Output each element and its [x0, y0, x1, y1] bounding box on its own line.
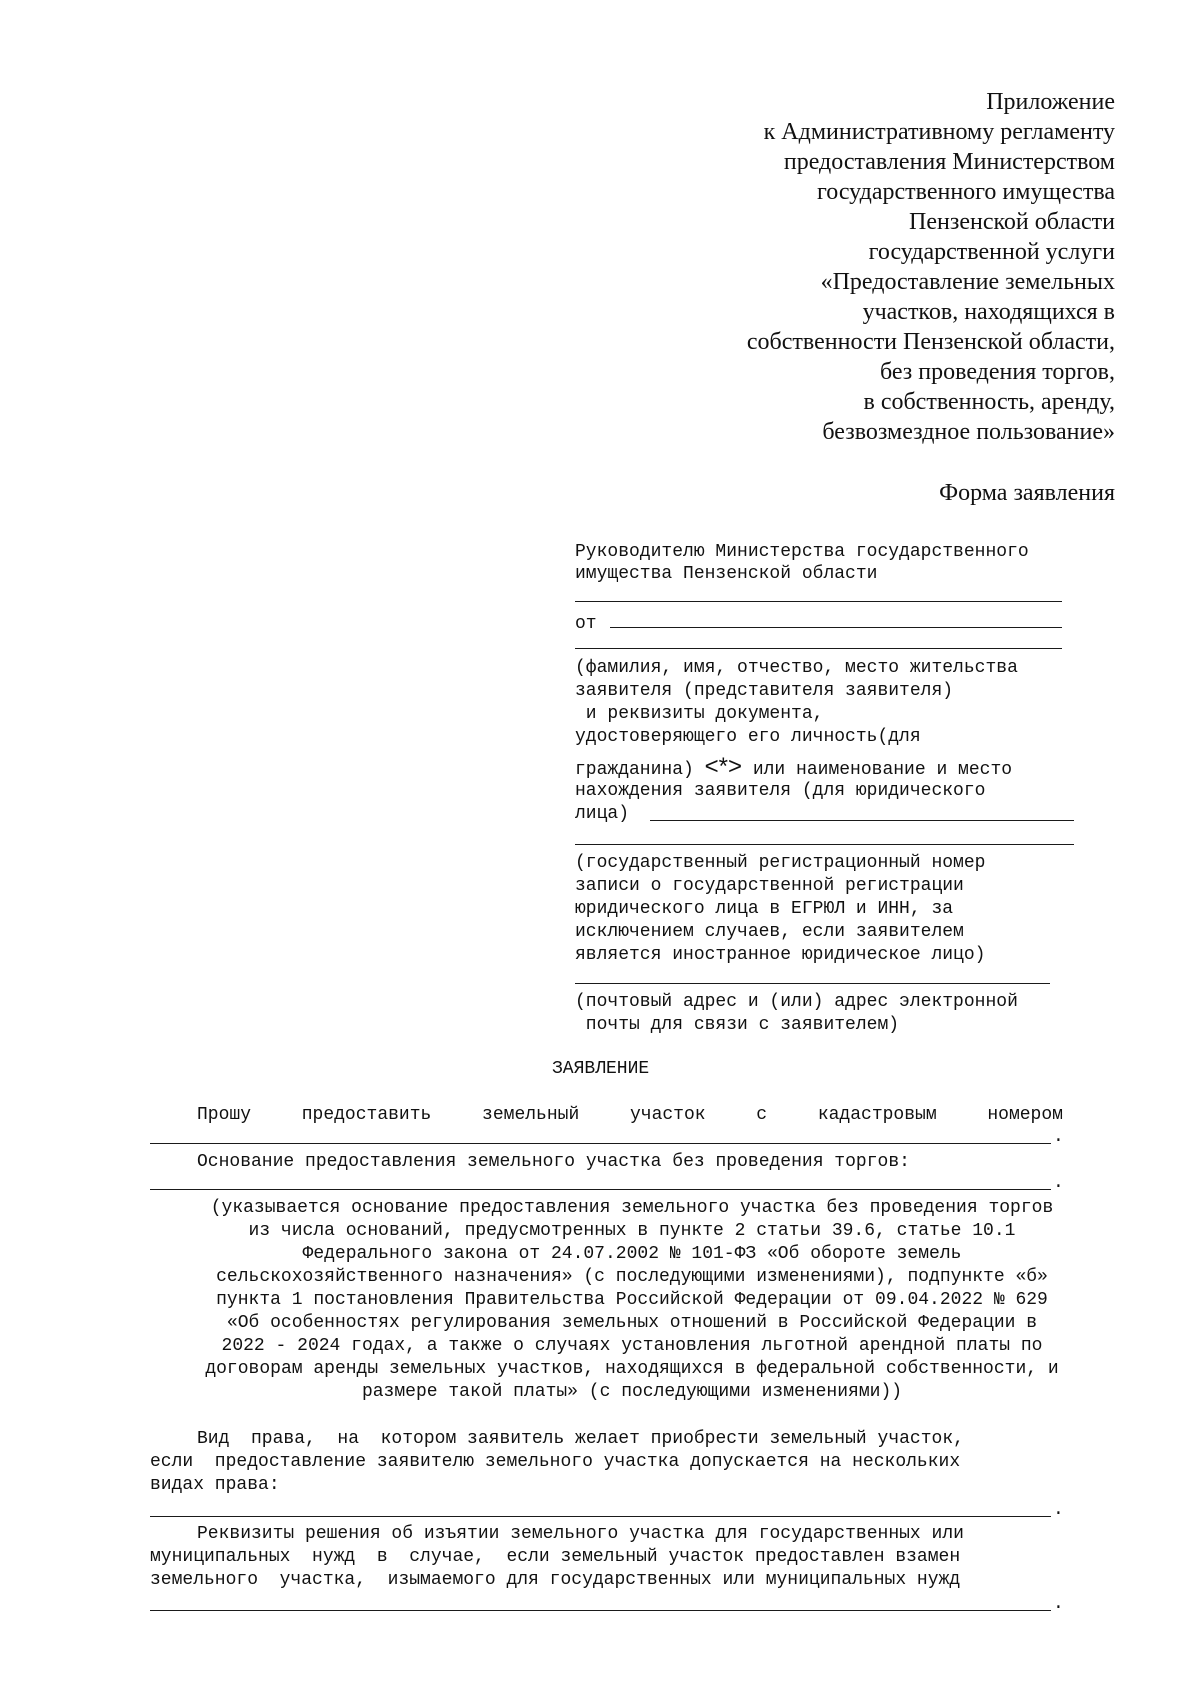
- header-line: «Предоставление земельных: [820, 269, 1115, 295]
- from-fill-line[interactable]: [610, 627, 1062, 628]
- right-type-line: видах права:: [150, 1475, 280, 1495]
- addressee-line: имущества Пензенской области: [575, 564, 878, 584]
- basis-note-line: из числа оснований, предусмотренных в пункте 2 статьи 39.6, статье 10.1: [248, 1221, 1016, 1241]
- basis-note-line: договорам аренды земельных участков, находящихся в федеральной собственности, и: [205, 1359, 1059, 1379]
- right-type-line: Вид права, на котором заявитель желает приобрести земельный участок,: [197, 1429, 964, 1449]
- line-period: .: [1053, 1127, 1064, 1147]
- fill-line[interactable]: [575, 601, 1062, 602]
- request-word: участок: [629, 1105, 706, 1125]
- applicant-note-line: [575, 753, 1013, 781]
- applicant-note-line: лица): [575, 804, 630, 824]
- line-period: .: [1053, 1594, 1064, 1614]
- registration-note-line: юридического лица в ЕГРЮЛ и ИНН, за: [575, 899, 954, 919]
- basis-note-line: «Об особенностях регулирования земельных отношений в Российской Федерации в: [226, 1313, 1038, 1333]
- line-period: .: [1053, 1173, 1064, 1193]
- basis-note-line: (указывается основание предоставления земельного участка без проведения торгов: [210, 1198, 1054, 1218]
- seizure-line: Реквизиты решения об изъятии земельного участка для государственных или: [197, 1524, 964, 1544]
- request-line: [197, 1104, 1063, 1127]
- request-word: кадастровым: [817, 1105, 937, 1125]
- note-citizen-prefix: гражданина): [575, 760, 694, 780]
- cadastral-number-fill-line[interactable]: [150, 1143, 1051, 1144]
- request-word: номером: [987, 1105, 1063, 1125]
- legal-entity-fill-line[interactable]: [650, 820, 1074, 821]
- fill-line[interactable]: [575, 648, 1062, 649]
- fill-line[interactable]: [575, 983, 1050, 984]
- basis-note-line: пункта 1 постановления Правительства Российской Федерации от 09.04.2022 № 629: [216, 1290, 1048, 1310]
- registration-note-line: (государственный регистрационный номер: [575, 853, 986, 873]
- basis-note-line: Федерального закона от 24.07.2002 № 101-ФЗ «Об обороте земель: [302, 1244, 962, 1264]
- basis-note-line: размере такой платы» (с последующими изменениями)): [361, 1382, 903, 1402]
- header-line: предоставления Министерством: [783, 149, 1115, 175]
- header-line: государственного имущества: [816, 179, 1115, 205]
- note-citizen-suffix: или наименование и место: [752, 760, 1013, 780]
- application-title: ЗАЯВЛЕНИЕ: [552, 1059, 650, 1079]
- footnote-marker: <*>: [704, 753, 743, 780]
- registration-note-line: записи о государственной регистрации: [575, 876, 964, 896]
- form-label: Форма заявления: [939, 480, 1115, 506]
- basis-label: Основание предоставления земельного участка без проведения торгов:: [197, 1152, 910, 1172]
- header-line: участков, находящихся в: [862, 299, 1115, 325]
- header-line: безвозмездное пользование»: [822, 419, 1115, 445]
- seizure-line: муниципальных нужд в случае, если земельный участок предоставлен взамен: [150, 1547, 961, 1567]
- from-label: от: [575, 614, 597, 634]
- applicant-note-line: заявителя (представителя заявителя): [575, 681, 954, 701]
- basis-fill-line[interactable]: [150, 1189, 1051, 1190]
- header-line: в собственность, аренду,: [863, 389, 1115, 415]
- basis-note-line: 2022 - 2024 годах, а также о случаях установления льготной арендной платы по: [221, 1336, 1043, 1356]
- seizure-line: земельного участка, изымаемого для государственных или муниципальных нужд: [150, 1570, 961, 1590]
- header-line: Пензенской области: [909, 209, 1115, 235]
- addressee-line: Руководителю Министерства государственного: [575, 542, 1029, 562]
- registration-note-line: исключением случаев, если заявителем: [575, 922, 964, 942]
- fill-line[interactable]: [575, 844, 1074, 845]
- request-word: Прошу: [197, 1105, 252, 1125]
- request-word: земельный: [482, 1105, 580, 1125]
- basis-note-line: сельскохозяйственного назначения» (с последующими изменениями), подпункте «б»: [216, 1267, 1048, 1287]
- header-line: к Административному регламенту: [763, 119, 1115, 145]
- request-word: с: [756, 1105, 768, 1125]
- request-word: предоставить: [301, 1105, 432, 1125]
- applicant-note-line: нахождения заявителя (для юридического: [575, 781, 986, 801]
- applicant-note-line: и реквизиты документа,: [575, 704, 824, 724]
- right-type-line: если предоставление заявителю земельного участка допускается на нескольких: [150, 1452, 961, 1472]
- line-period: .: [1053, 1500, 1064, 1520]
- contact-note-line: (почтовый адрес и (или) адрес электронной: [575, 992, 1018, 1012]
- header-line: государственной услуги: [868, 239, 1115, 265]
- header-line: собственности Пензенской области,: [746, 329, 1115, 355]
- seizure-fill-line[interactable]: [150, 1610, 1051, 1611]
- right-type-fill-line[interactable]: [150, 1516, 1051, 1517]
- registration-note-line: является иностранное юридическое лицо): [575, 945, 986, 965]
- contact-note-line: почты для связи с заявителем): [575, 1015, 900, 1035]
- applicant-note-line: удостоверяющего его личность(для: [575, 727, 921, 747]
- applicant-note-line: (фамилия, имя, отчество, место жительства: [575, 658, 1018, 678]
- header-line: Приложение: [986, 89, 1115, 115]
- header-line: без проведения торгов,: [879, 359, 1115, 385]
